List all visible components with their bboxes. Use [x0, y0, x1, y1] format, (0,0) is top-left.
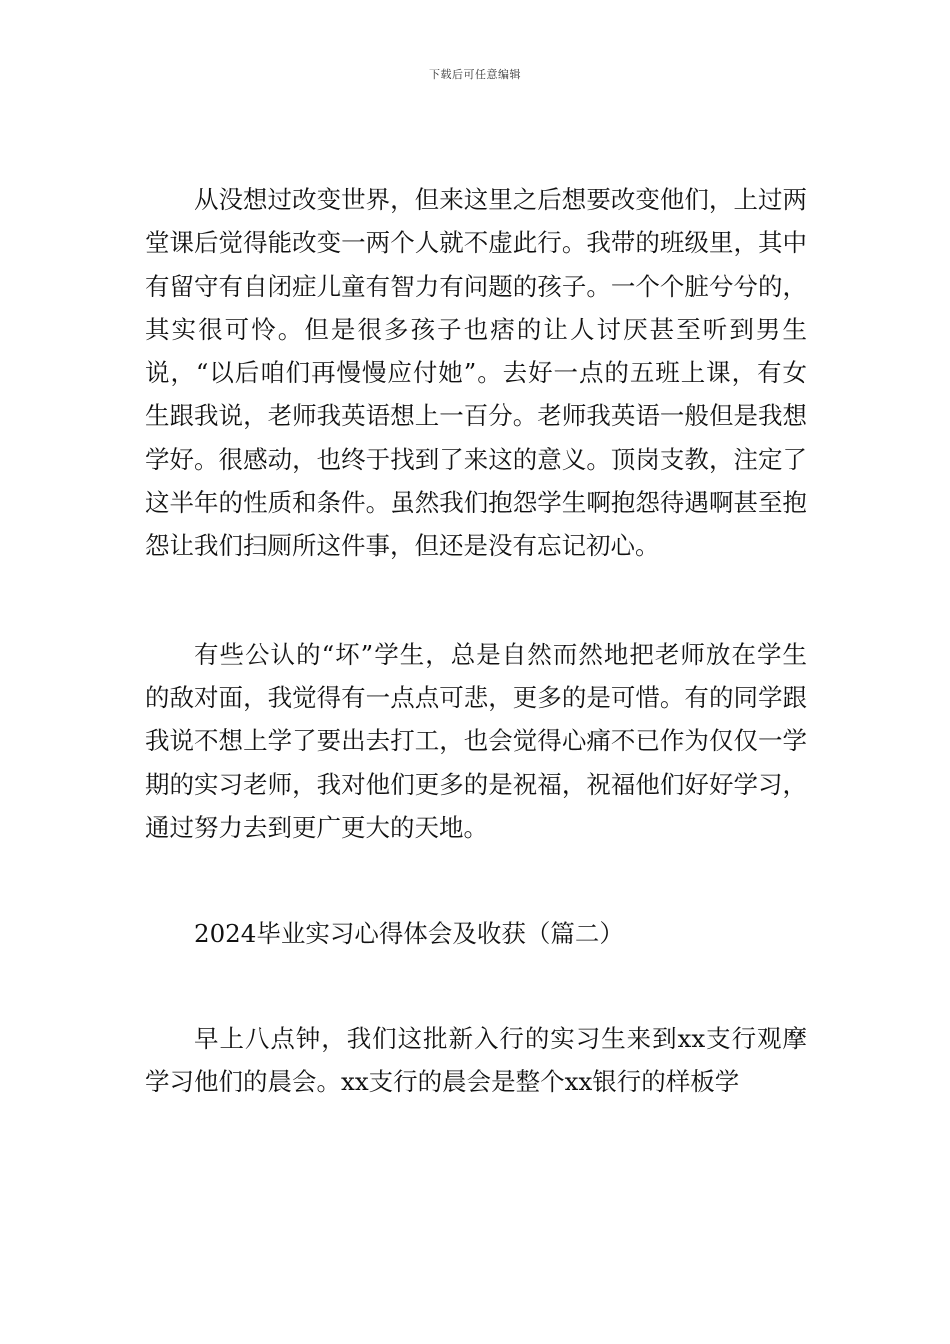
paragraph-2: 有些公认的“坏”学生，总是自然而然地把老师放在学生的敌对面，我觉得有一点点可悲，更多的是可惜。有的同学跟我说不想上学了要出去打工，也会觉得心痛不已作为仅仅一学期的实习老师，我对他们更多的是祝福，祝福他们好好学习，通过努力去到更广更大的天地。 — [145, 639, 807, 842]
page-header-note: 下载后可任意编辑 — [429, 68, 521, 81]
paragraph-3: 早上八点钟，我们这批新入行的实习生来到xx支行观摩学习他们的晨会。xx支行的晨会是整个xx银行的样板学 — [145, 1024, 807, 1097]
section-heading: 2024毕业实习心得体会及收获（篇二） — [194, 919, 624, 949]
document-body — [145, 178, 807, 1104]
paragraph-1: 从没想过改变世界，但来这里之后想要改变他们，上过两堂课后觉得能改变一两个人就不虚此行。我带的班级里，其中有留守有自闭症儿童有智力有问题的孩子。一个个脏兮兮的，其实很可怜。但是很多孩子也痞的让人讨厌甚至听到男生说，“以后咱们再慢慢应付她”。去好一点的五班上课，有女生跟我说，老师我英语想上一百分。老师我英语一般但是我想学好。很感动，也终于找到了来这的意义。顶岗支教，注定了这半年的性质和条件。虽然我们抱怨学生啊抱怨待遇啊甚至抱怨让我们扫厕所这件事，但还是没有忘记初心。 — [145, 185, 807, 561]
